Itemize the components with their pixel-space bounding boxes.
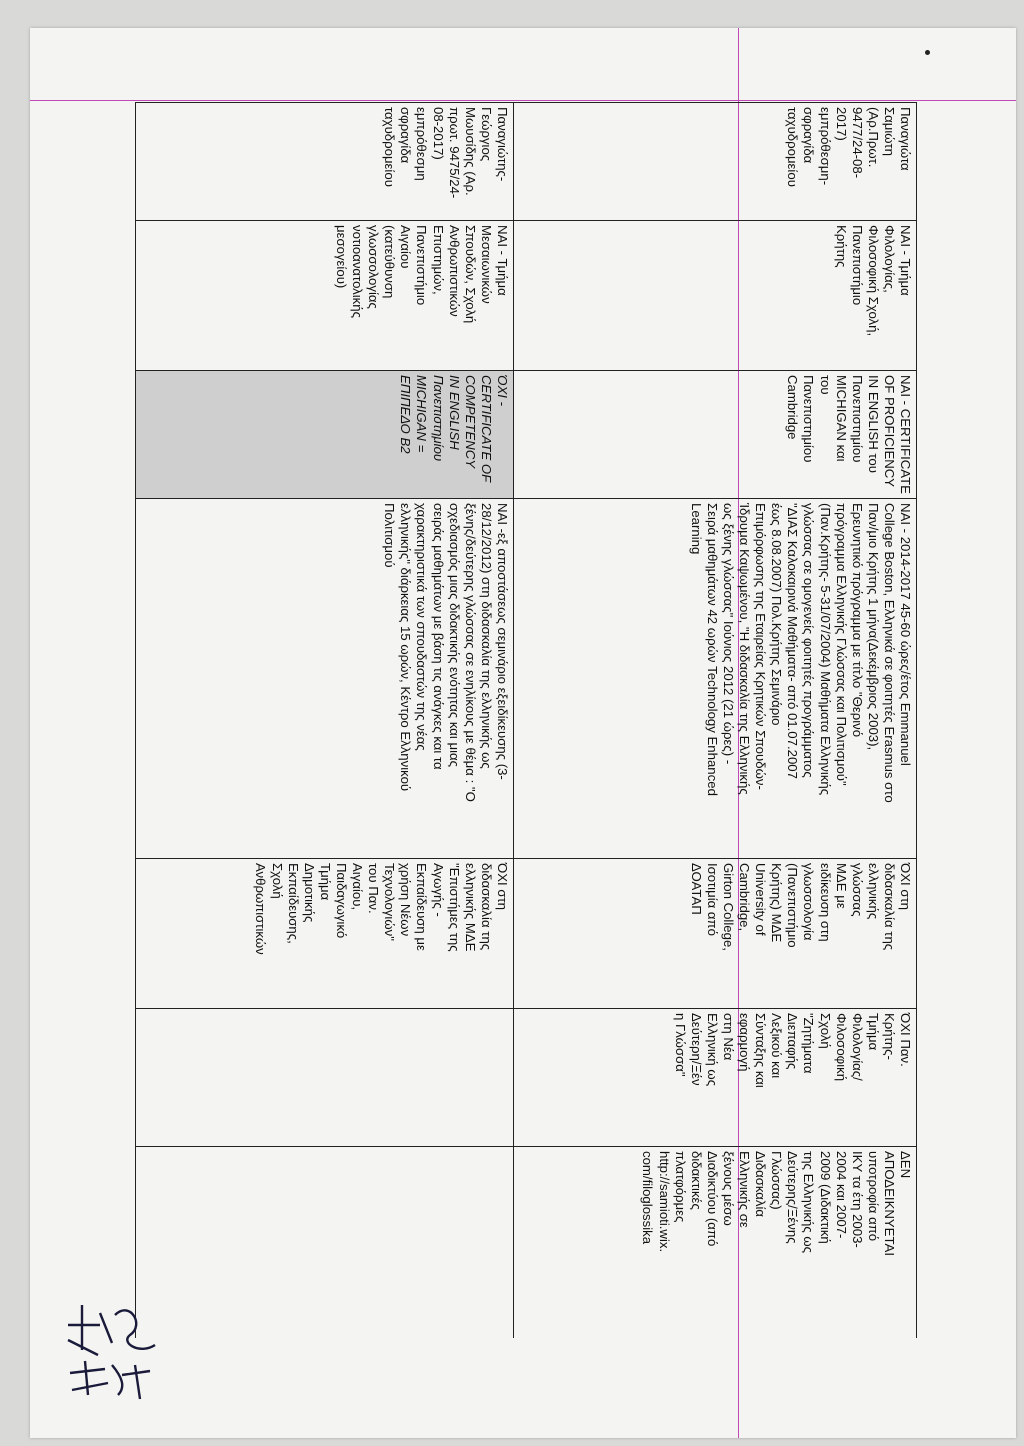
cell-text-line: η Γλώσσα"	[672, 1013, 688, 1077]
cell-text-line: 08-2017)	[430, 107, 446, 160]
cell-text-line: ΝΑΙ - 2014-2017 45-60 ώρες/έτος Emmanuel	[898, 503, 913, 766]
cell-text-line: MICHIGAN και	[833, 375, 849, 462]
cell-text-line: γλώσσας	[849, 863, 865, 917]
cell-text-line: πρωτ. 9475/24-	[446, 107, 462, 199]
cell-text-line: Παναγιώτα	[898, 107, 913, 171]
cell-text-line: Φιλοσοφική	[833, 1013, 849, 1082]
cell-text-line: χρήση Νέων	[398, 863, 414, 937]
cell-text-line: Ερευνητικό πρόγραμμα με τίτλο "Θερινό	[849, 503, 865, 738]
scan-speck	[925, 50, 930, 55]
cell-text-line: Ελληνικής σε	[737, 1151, 753, 1228]
cell-text-line: σφραγίδα	[398, 107, 414, 164]
cell-text-line: Τμήμα	[865, 1013, 881, 1051]
cell-text-line: OF PROFICIENCY	[881, 375, 897, 488]
cell-text-line: στη Νέα	[720, 1013, 736, 1061]
cell-text-line: διδασκαλία της	[478, 863, 494, 951]
cell-text-line: University of	[753, 863, 769, 936]
cell-text-line: Κρήτης) ΜΔΕ	[769, 863, 785, 943]
cell-text-line: Διεπαφής	[785, 1013, 801, 1070]
cell-text-line: ΌΧΙ Παν.	[898, 1013, 913, 1067]
candidate-name-cell	[513, 103, 916, 221]
cell-text-line: (Παν.Κρήτης- 5-31/07/2004) Μαθήματα Ελληνικής	[817, 503, 833, 796]
cell-text-line: ΑΠΟΔΕΙΚΝΥΕΤΑΙ	[881, 1151, 897, 1257]
cell-text-line: Αγωγής -	[430, 863, 446, 917]
cell-text-line: (Πανεπιστήμιο	[785, 863, 801, 948]
cell-text-line: "Ζητήματα	[801, 1013, 817, 1074]
cell-text-line: College Boston, Ελληνικά σε φοιτητές Erasmus στο	[881, 503, 897, 803]
cell-text-line: Δεύτερη/Ξέν	[688, 1013, 704, 1086]
rotated-table-frame	[135, 102, 917, 1338]
cell-text-line: Αιγαίου,	[350, 863, 366, 911]
cell-text-line: εμπρόθεσμη	[414, 107, 430, 181]
masters-cell	[513, 859, 916, 1009]
cell-text-line: μεσογείου)	[333, 225, 349, 289]
other-qualifications-cell	[513, 1147, 916, 1339]
phd-cell	[136, 1009, 514, 1147]
degree-cell	[513, 221, 916, 371]
cell-text-line: Παναγιώτης-	[494, 107, 510, 182]
cell-text-line: Αιγαίου	[398, 225, 414, 269]
cell-text-line: ξένους μέσω	[720, 1151, 736, 1226]
cell-text-line: ΔΕΝ	[898, 1151, 913, 1179]
cell-text-line: έως 8.08.2007) Πολ.Κρήτης Σεμινάριο	[769, 503, 785, 726]
cell-text-line: σφραγίδα	[801, 107, 817, 164]
cell-text-line: Πανεπιστήμιο	[414, 225, 430, 306]
cell-text-line: ελληνικής	[865, 863, 881, 920]
cell-text-line: Σειρά μαθημάτων 42 ωρών Technology Enhanced	[704, 503, 720, 796]
cell-text-line: σχεδιασμός μιας διδακτικής ενότητας και μιας	[446, 503, 462, 768]
cell-text-line: ξένης/δεύτερης γλώσσας σε ενηλίκους με θέμα : "Ο	[462, 503, 478, 802]
cell-text-line: Επιστημών,	[430, 225, 446, 295]
cell-text-line: Παιδαγωγικό	[333, 863, 349, 939]
cell-text-line: του	[817, 375, 833, 395]
cell-text-line: ελληνικής ΜΔΕ	[462, 863, 478, 952]
cell-text-line: ως ξένης γλώσσας" Ιούνιος 2012 (21 ώρες) -	[720, 503, 736, 765]
teaching-experience-cell	[136, 499, 514, 859]
cell-text-line: MICHIGAN =	[414, 375, 430, 453]
cell-text-line: ΙΚΥ τα έτη 2003-	[849, 1151, 865, 1248]
teaching-experience-cell	[513, 499, 916, 859]
cell-text-line: Λεξικού και	[769, 1013, 785, 1079]
cell-text-line: διδακτικές	[688, 1151, 704, 1210]
language-cert-cell	[513, 371, 916, 499]
cell-text-line: Learning	[688, 503, 704, 555]
phd-cell	[513, 1009, 916, 1147]
cell-text-line: Ανθρωπιστικών	[253, 863, 269, 955]
cell-text-line: Σαμιώτη	[881, 107, 897, 156]
cell-text-line: "Επιστήμες της	[446, 863, 462, 952]
cell-text-line: Girton College,	[720, 863, 736, 951]
cell-text-line: Τεχνολογιών"	[382, 863, 398, 941]
cell-text-line: ΝΑΙ -εξ αποστάσεως σεμινάριο εξειδίκευσης (3-	[494, 503, 510, 780]
other-qualifications-cell	[136, 1147, 514, 1339]
cell-text-line: ΌΧΙ στη	[898, 863, 913, 911]
cell-text-line: Κρήτης-	[881, 1013, 897, 1060]
cell-text-line: 28/12/2012) στη διδασκαλία της ελληνικής ως	[478, 503, 494, 769]
cell-text-line: ΜΔΕ με	[833, 863, 849, 909]
cell-text-line: Φιλολογίας/	[849, 1013, 865, 1081]
cell-text-line: (κατεύθυνση	[382, 225, 398, 299]
cell-text-line: Κρήτης	[833, 225, 849, 268]
cell-text-line: Μεσαιωνικών	[478, 225, 494, 304]
cell-text-line: Παν/μιο Κρήτης 1 μήνα(Δεκέμβριος 2003),	[865, 503, 881, 751]
cell-text-line: 2004 και 2007-	[833, 1151, 849, 1239]
cell-text-line: ελληνικής" διάρκειας 15 ωρών, Κέντρο Ελληνικού	[398, 503, 414, 792]
cell-text-line: Τμήμα	[317, 863, 333, 901]
table-row	[513, 103, 916, 1339]
cell-text-line: ταχυδρομείου	[382, 107, 398, 187]
cell-text-line: 9477/24-08-	[849, 107, 865, 179]
handwritten-signature	[60, 1295, 180, 1405]
language-cert-cell	[136, 371, 514, 499]
cell-text-line: ΕΠΙΠΕΔΟ Β2	[398, 375, 414, 454]
cell-text-line: εφαρμογή	[737, 1013, 753, 1072]
cell-text-line: Επιμόρφωσης της Εταιρείας Κρητικών Σπουδών-	[753, 503, 769, 790]
table-row	[136, 103, 514, 1339]
cell-text-line: COMPETENCY	[462, 375, 478, 469]
cell-text-line: του Παν.	[366, 863, 382, 914]
cell-text-line: διδασκαλία της	[881, 863, 897, 951]
cell-text-line: νοτιοανατολικής	[350, 225, 366, 318]
cell-text-line: http://samioti.wix.	[656, 1151, 672, 1253]
cell-text-line: 2009 (Διδακτική	[817, 1151, 833, 1244]
cell-text-line: Cambridge,	[737, 863, 753, 932]
cell-text-line: εμπρόθεσμη-	[817, 107, 833, 186]
cell-text-line: Σύνταξης και	[753, 1013, 769, 1088]
cell-text-line: πλατφόρμες	[672, 1151, 688, 1223]
scan-guide-line	[30, 100, 1016, 101]
cell-text-line: σειράς μαθημάτων με βάση τις ανάγκες και τα	[430, 503, 446, 770]
cell-text-line: ΌΧΙ -	[494, 375, 510, 406]
cell-text-line: Εκπαίδευσης,	[285, 863, 301, 944]
cell-text-line: ΌΧΙ στη	[494, 863, 510, 911]
cell-text-line: Ελληνική ως	[704, 1013, 720, 1087]
cell-text-line: (Αρ.Πρωτ.	[865, 107, 881, 168]
cell-text-line: Σχολή	[269, 863, 285, 899]
cell-text-line: Πανεπιστημίου	[801, 375, 817, 463]
masters-cell	[136, 859, 514, 1009]
rotated-table-content	[135, 102, 917, 1338]
cell-text-line: Δεύτερης/Ξένης	[785, 1151, 801, 1244]
cell-text-line: Σχολή	[817, 1013, 833, 1049]
cell-text-line: Φιλοσοφική Σχολή,	[865, 225, 881, 337]
cell-text-line: Πανεπιστήμιο	[849, 225, 865, 306]
cell-text-line: γλώσσας σε ομογενείς φοιτητές προγράμματος	[801, 503, 817, 778]
cell-text-line: πρόγραμμα Ελληνικής Γλώσσας και Πολιτισμού"	[833, 503, 849, 786]
candidates-table	[135, 102, 917, 1338]
cell-text-line: Ανθρωπιστικών	[446, 225, 462, 317]
cell-text-line: ΝΑΙ - Τμήμα	[494, 225, 510, 296]
cell-text-line: Εκπαίδευση με	[414, 863, 430, 951]
cell-text-line: Γλώσσας)	[769, 1151, 785, 1210]
cell-text-line: ειδίκευση στη	[817, 863, 833, 942]
cell-text-line: Σπουδών, Σχολή	[462, 225, 478, 324]
cell-text-line: Cambridge	[785, 375, 801, 440]
cell-text-line: Ίδρυμα Καψωμένου, "Η διδασκαλία της Ελληνικής	[737, 503, 753, 795]
cell-text-line: Γεώργιος	[478, 107, 494, 162]
cell-text-line: της Ελληνικής ως	[801, 1151, 817, 1254]
cell-text-line: IN ENGLISH του	[865, 375, 881, 473]
cell-text-line: Πανεπιστημίου	[849, 375, 865, 463]
cell-text-line: CERTIFICATE OF	[478, 375, 494, 483]
degree-cell	[136, 221, 514, 371]
cell-text-line: "ΔΙΑΣ Καλοκαιρινά Μαθήματα- από 01.07.2007	[785, 503, 801, 779]
cell-text-line: IN ENGLISH	[446, 375, 462, 450]
cell-text-line: Ισοτιμία από	[704, 863, 720, 936]
cell-text-line: Δημοτικής	[301, 863, 317, 923]
cell-text-line: Μωυσίδης (Αρ.	[462, 107, 478, 196]
cell-text-line: Πολιτισμού	[382, 503, 398, 568]
cell-text-line: χαρακτηριστικά των σπουδαστών της νέας	[414, 503, 430, 751]
cell-text-line: 2017)	[833, 107, 849, 141]
cell-text-line: ΔΟΑΤΑΠ	[688, 863, 704, 915]
cell-text-line: com/filoglossika	[640, 1151, 656, 1245]
cell-text-line: Φιλολογίας,	[881, 225, 897, 293]
candidate-name-cell	[136, 103, 514, 221]
cell-text-line: Διαδικτύου (από	[704, 1151, 720, 1247]
cell-text-line: υποτροφία από	[865, 1151, 881, 1242]
cell-text-line: Πανεπιστημίου	[430, 375, 446, 462]
cell-text-line: γλωσσολογία	[801, 863, 817, 941]
cell-text-line: ΝΑΙ - Τμήμα	[898, 225, 913, 296]
cell-text-line: ταχυδρομείου	[785, 107, 801, 187]
cell-text-line: γλωσσολογίας	[366, 225, 382, 309]
cell-text-line: ΝΑΙ - CERTIFICATE	[898, 375, 913, 494]
cell-text-line: Διδασκαλία	[753, 1151, 769, 1218]
